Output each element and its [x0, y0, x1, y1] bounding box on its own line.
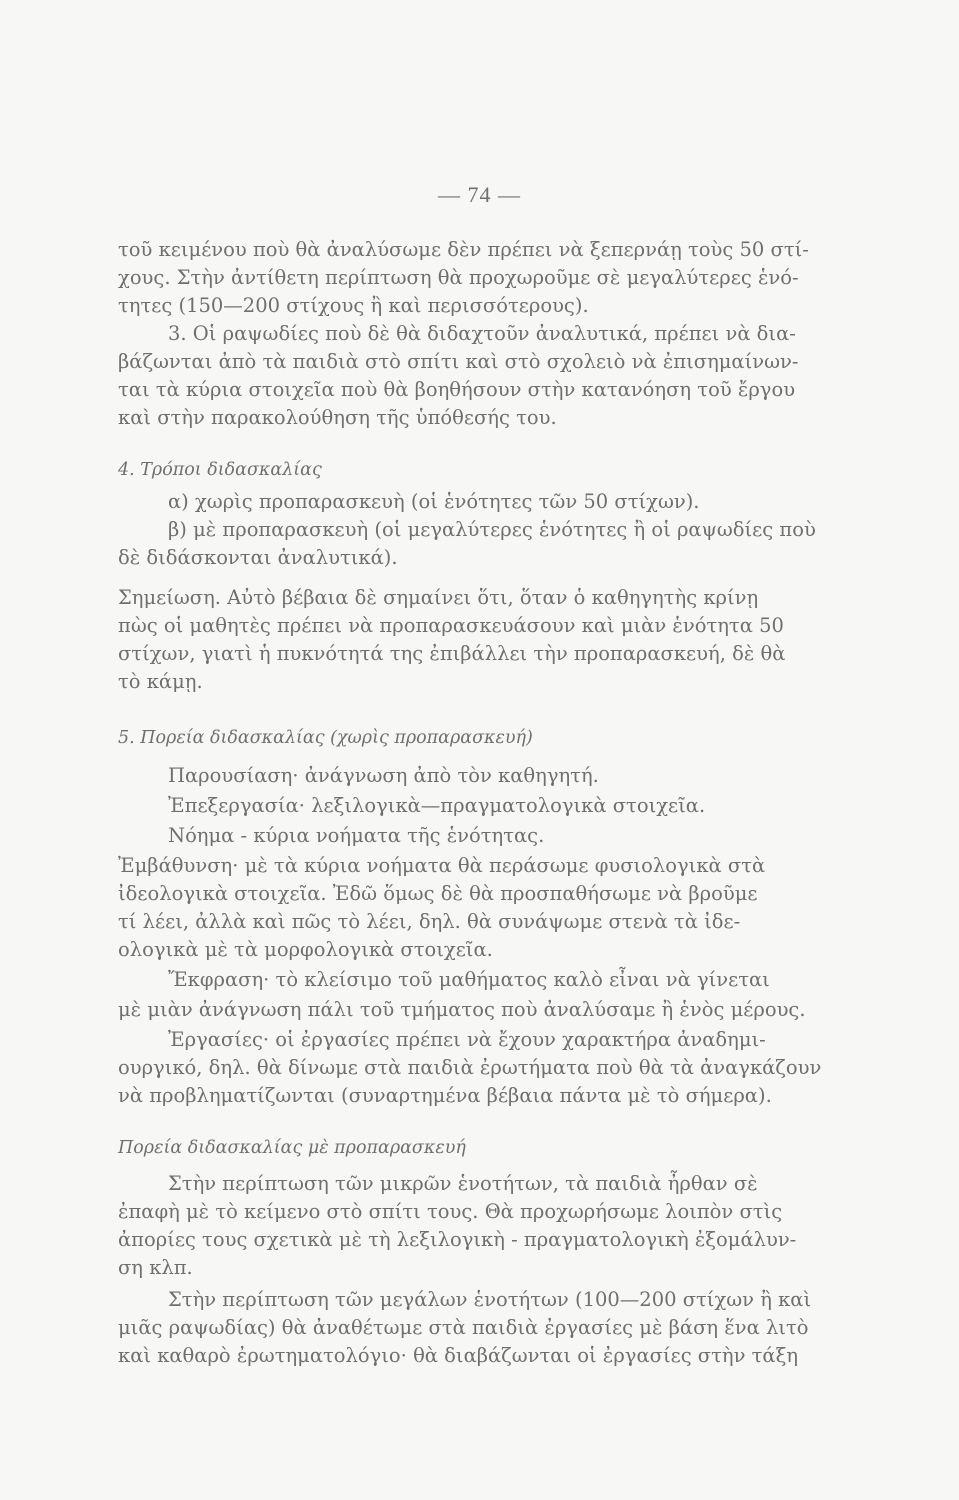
text-line: στίχων, γιατὶ ἡ πυκνότητά της ἐπιβάλλει τὴν προπαρασκευή, δὲ θὰ: [118, 642, 786, 665]
text-line: Ἐργασίες· οἱ ἐργασίες πρέπει νὰ ἔχουν χαρακτήρα ἀναδημι-: [168, 1028, 766, 1051]
text-line: ἐπαφὴ μὲ τὸ κείμενο στὸ σπίτι τους. Θὰ προχωρήσωμε λοιπὸν στὶς: [118, 1200, 783, 1223]
text-line: Στὴν περίπτωση τῶν μεγάλων ἑνοτήτων (100—200 στίχων ἢ καὶ: [168, 1288, 812, 1311]
text-line: Ἐμβάθυνση· μὲ τὰ κύρια νοήματα θὰ περάσωμε φυσιολογικὰ στὰ: [118, 854, 766, 877]
text-line: νὰ προβληματίζωνται (συναρτημένα βέβαια πάντα μὲ τὸ σήμερα).: [118, 1084, 772, 1107]
text-line: καὶ στὴν παρακολούθηση τῆς ὑπόθεσής του.: [118, 406, 557, 429]
text-line: Ἔκφραση· τὸ κλείσιμο τοῦ μαθήματος καλὸ εἶναι νὰ γίνεται: [168, 968, 770, 991]
text-line: ἰδεολογικὰ στοιχεῖα. Ἐδῶ ὅμως δὲ θὰ προσπαθήσωμε νὰ βροῦμε: [118, 882, 758, 905]
text-line: 3. Οἱ ραψωδίες ποὺ δὲ θὰ διδαχτοῦν ἀναλυτικά, πρέπει νὰ δια-: [168, 322, 796, 345]
text-line: πὼς οἱ μαθητὲς πρέπει νὰ προπαρασκευάσουν καὶ μιὰν ἑνότητα 50: [118, 614, 784, 637]
text-line: καὶ καθαρὸ ἐρωτηματολόγιο· θὰ διαβάζωνται οἱ ἐργασίες στὴν τάξη: [118, 1344, 799, 1367]
text-line: β) μὲ προπαρασκευὴ (οἱ μεγαλύτερες ἑνότητες ἢ οἱ ραψωδίες ποὺ: [168, 518, 816, 541]
section-heading: Πορεία διδασκαλίας μὲ προπαρασκευή: [118, 1138, 466, 1158]
text-line: μιᾶς ραψωδίας) θὰ ἀναθέτωμε στὰ παιδιὰ ἐργασίες μὲ βάση ἕνα λιτὸ: [118, 1316, 809, 1339]
text-line: Ἐπεξεργασία· λεξιλογικὰ—πραγματολογικὰ στοιχεῖα.: [168, 794, 706, 817]
section-heading: 5. Πορεία διδασκαλίας (χωρὶς προπαρασκευή): [118, 728, 533, 748]
text-line: μὲ μιὰν ἀνάγνωση πάλι τοῦ τμήματος ποὺ ἀναλύσαμε ἢ ἑνὸς μέρους.: [118, 998, 806, 1021]
text-line: α) χωρὶς προπαρασκευὴ (οἱ ἑνότητες τῶν 50 στίχων).: [168, 490, 700, 513]
text-line: χους. Στὴν ἀντίθετη περίπτωση θὰ προχωροῦμε σὲ μεγαλύτερες ἑνό-: [118, 266, 799, 289]
text-line: Στὴν περίπτωση τῶν μικρῶν ἑνοτήτων, τὰ παιδιὰ ἦρθαν σὲ: [168, 1172, 758, 1195]
text-line: Παρουσίαση· ἀνάγνωση ἀπὸ τὸν καθηγητή.: [168, 764, 599, 787]
text-line: Σημείωση. Αὐτὸ βέβαια δὲ σημαίνει ὅτι, ὅταν ὁ καθηγητὴς κρίνῃ: [118, 586, 759, 609]
text-line: ἀπορίες τους σχετικὰ μὲ τὴ λεξιλογικὴ - πραγματολογικὴ ἐξομάλυν-: [118, 1228, 797, 1251]
text-line: τητες (150—200 στίχους ἢ καὶ περισσότερους).: [118, 294, 589, 317]
section-heading: 4. Τρόποι διδασκαλίας: [118, 460, 322, 480]
text-line: δὲ διδάσκονται ἀναλυτικά).: [118, 546, 398, 569]
text-line: ολογικὰ μὲ τὰ μορφολογικὰ στοιχεῖα.: [118, 938, 493, 961]
text-line: ση κλπ.: [118, 1256, 193, 1279]
text-line: τὸ κάμῃ.: [118, 670, 203, 693]
text-line: ται τὰ κύρια στοιχεῖα ποὺ θὰ βοηθήσουν στὴν κατανόηση τοῦ ἔργου: [118, 378, 796, 401]
text-line: ουργικό, δηλ. θὰ δίνωμε στὰ παιδιὰ ἐρωτήματα ποὺ θὰ τὰ ἀναγκάζουν: [118, 1056, 822, 1079]
text-line: τί λέει, ἀλλὰ καὶ πῶς τὸ λέει, δηλ. θὰ συνάψωμε στενὰ τὰ ἰδε-: [118, 910, 741, 933]
text-line: Νόημα - κύρια νοήματα τῆς ἑνότητας.: [168, 824, 545, 847]
text-line: βάζωνται ἀπὸ τὰ παιδιὰ στὸ σπίτι καὶ στὸ σχολειὸ νὰ ἐπισημαίνων-: [118, 350, 799, 373]
page-number: — 74 —: [438, 182, 521, 207]
text-line: τοῦ κειμένου ποὺ θὰ ἀναλύσωμε δὲν πρέπει νὰ ξεπερνάῃ τοὺς 50 στί-: [118, 238, 809, 261]
